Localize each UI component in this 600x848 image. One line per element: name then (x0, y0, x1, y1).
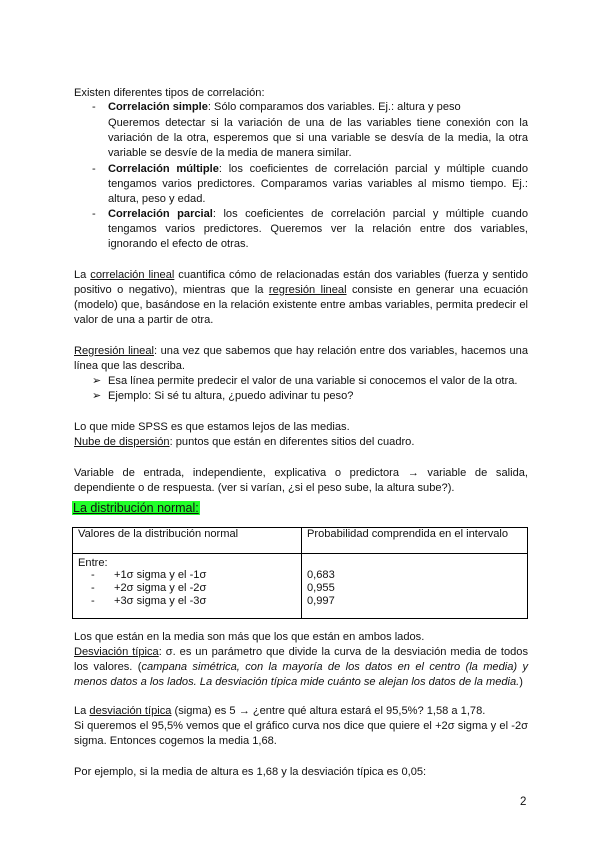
list-bullet: - (92, 208, 96, 220)
desviacion-text: Desviación típica: σ. es un parámetro que divide la curva de la desviación media de todos (74, 646, 529, 658)
table-header-row (73, 528, 528, 554)
term-multiple: Correlación múltiple (108, 163, 219, 175)
probability-value: 0,997 (307, 595, 335, 607)
sigma-range: +2σ sigma y el -2σ (114, 582, 207, 594)
sigma-text: Si queremos el 95,5% vemos que el gráfico curva nos dice que quiere el +2σ sigma y el -2σ (74, 720, 528, 732)
paragraph-line: línea que las describa. (74, 360, 186, 372)
paragraph-line: positivo o negativo), mientras que la regresión lineal consiste en generar una ecuación (74, 284, 528, 296)
arrow-list-item: Ejemplo: Si sé tu altura, ¿puedo adivinar tu peso? (108, 390, 354, 402)
probability-value: 0,683 (307, 569, 335, 581)
list-item-text: variación de la otra, esperemos que si una variable se desvía de la media, la otra (108, 132, 528, 144)
list-item-text: altura, peso y edad. (108, 193, 206, 205)
table-header-cell: Valores de la distribución normal (73, 528, 302, 554)
page-number: 2 (520, 796, 527, 808)
table-row (73, 554, 528, 619)
table-cell-probabilities (302, 554, 528, 619)
sigma-range: +1σ sigma y el -1σ (114, 569, 207, 581)
paragraph-regresion: Regresión lineal: una vez que sabemos que hay relación entre dos variables, hacemos una (74, 345, 528, 357)
table-cell-values (73, 554, 302, 619)
sigma-range: +3σ sigma y el -3σ (114, 595, 207, 607)
section-heading: La distribución normal: (73, 501, 199, 515)
distribution-table (72, 527, 528, 619)
intro-text: Existen diferentes tipos de correlación: (74, 87, 265, 99)
entre-label: Entre: (78, 557, 108, 569)
list-item-text: variable se desvíe de la media de manera similar. (108, 147, 352, 159)
list-bullet: - (92, 101, 96, 113)
nube-text: Nube de dispersión: puntos que están en diferentes sitios del cuadro. (74, 436, 415, 448)
list-bullet: - (91, 569, 95, 581)
desviacion-text: menos datos a los lados. La desviación típica mide cuánto se alejan los datos de la media.) (74, 676, 523, 688)
arrow-bullet-icon: ➢ (92, 390, 102, 402)
paragraph-line: (modelo) que, basándose en la relación existente entre ambas variables, permita predecir el (74, 299, 528, 311)
ejemplo-text: Por ejemplo, si la media de altura es 1,68 y la desviación típica es 0,05: (74, 766, 427, 778)
desviacion-text: los valores. (campana simétrica, con la mayoría de los datos en el centro (la media) y (74, 661, 529, 673)
variables-text: Variable de entrada, independiente, explicativa o predictora → variable de salida, (74, 467, 528, 479)
list-item-text: tengamos varios predictores. Comparamos varias variables al mismo tiempo. Ej.: (108, 178, 528, 190)
spss-text: Lo que mide SPSS es que estamos lejos de las medias. (74, 421, 350, 433)
term-regresion: Regresión lineal (74, 345, 154, 357)
list-bullet: - (91, 595, 95, 607)
term-parcial: Correlación parcial (108, 208, 213, 220)
list-item-parcial: Correlación parcial: los coeficientes de correlación parcial y múltiple cuando (108, 208, 528, 220)
term-regresion-lineal: regresión lineal (268, 284, 347, 296)
list-item-simple: Correlación simple: Sólo comparamos dos variables. Ej.: altura y peso (108, 101, 461, 113)
paragraph-line: valor de una a partir de otra. (74, 314, 214, 326)
list-item-multiple: Correlación múltiple: los coeficientes de correlación parcial y múltiple cuando (108, 163, 528, 175)
list-item-text: tengamos varios predictores. Queremos ver la relación entre dos variables, (108, 223, 528, 235)
list-item-text: Queremos detectar si la variación de una de las variables tiene conexión con la (108, 117, 528, 129)
term-correlacion-lineal: correlación lineal (90, 269, 175, 281)
probability-value: 0,955 (307, 582, 335, 594)
arrow-list-item: Esa línea permite predecir el valor de una variable si conocemos el valor de la otra. (108, 375, 518, 387)
sigma-text: sigma. Entonces cogemos la media 1,68. (74, 735, 277, 747)
term-desviacion-tipica: desviación típica (89, 705, 172, 717)
term-nube: Nube de dispersión (74, 436, 170, 448)
list-bullet: - (91, 582, 95, 594)
term-desviacion: Desviación típica (74, 646, 159, 658)
sigma-text: La desviación típica (sigma) es 5 → ¿entre qué altura estará el 95,5%? 1,58 a 1,78. (74, 705, 486, 717)
paragraph-lineal: La correlación lineal cuantifica cómo de relacionadas están dos variables (fuerza y sentido (74, 269, 529, 281)
table-header-cell: Probabilidad comprendida en el intervalo (302, 528, 528, 554)
term-simple: Correlación simple (108, 101, 208, 113)
variables-text: dependiente o de respuesta. (ver si varían, ¿si el peso sube, la altura sube?). (74, 482, 455, 494)
media-text: Los que están en la media son más que los que están en ambos lados. (74, 631, 425, 643)
list-item-text: ignorando el efecto de otras. (108, 238, 249, 250)
arrow-bullet-icon: ➢ (92, 375, 102, 387)
list-bullet: - (92, 163, 96, 175)
